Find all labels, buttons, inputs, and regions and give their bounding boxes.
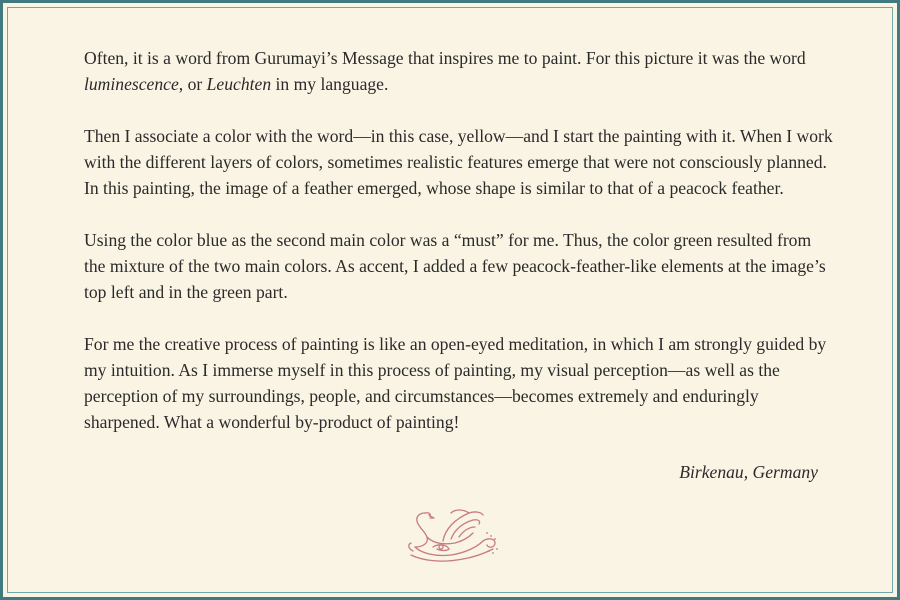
text-body (84, 45, 834, 461)
swan-ornament-icon (403, 503, 503, 565)
paragraph-2: Then I associate a color with the word—in this case, yellow—and I start the painting with it. When I work with the different layers of colors, sometimes realistic features emerge that were not consciously planned. In this painting, the image of a feather emerged, whose shape is similar to that of a peacock feather. (84, 126, 833, 198)
paragraph-1-text-b: , or (178, 74, 207, 94)
paragraph-1-text-c: in my language. (271, 74, 389, 94)
paragraph-1-emphasis-luminescence: luminescence (84, 74, 179, 94)
paragraph-1 (84, 45, 834, 97)
paragraph-1-emphasis-leuchten: Leuchten (206, 74, 272, 94)
paragraph-3: Using the color blue as the second main color was a “must” for me. Thus, the color green resulted from the mixture of the two main colors. As accent, I added a few peacock-feather-like elements at the image’s top left and in the green part. (84, 230, 826, 302)
paragraph-4: For me the creative process of painting is like an open-eyed meditation, in which I am strongly guided by my intuition. As I immerse myself in this process of painting, my visual perception—as well as the perception of my surroundings, people, and circumstances—becomes extremely and enduringly sharpened. What a wonderful by-product of painting! (84, 334, 827, 432)
paragraph-1-text-a: Often, it is a word from Gurumayi’s Message that inspires me to paint. For this picture it was the word (84, 48, 806, 68)
signature-location: Birkenau, Germany (679, 462, 818, 482)
